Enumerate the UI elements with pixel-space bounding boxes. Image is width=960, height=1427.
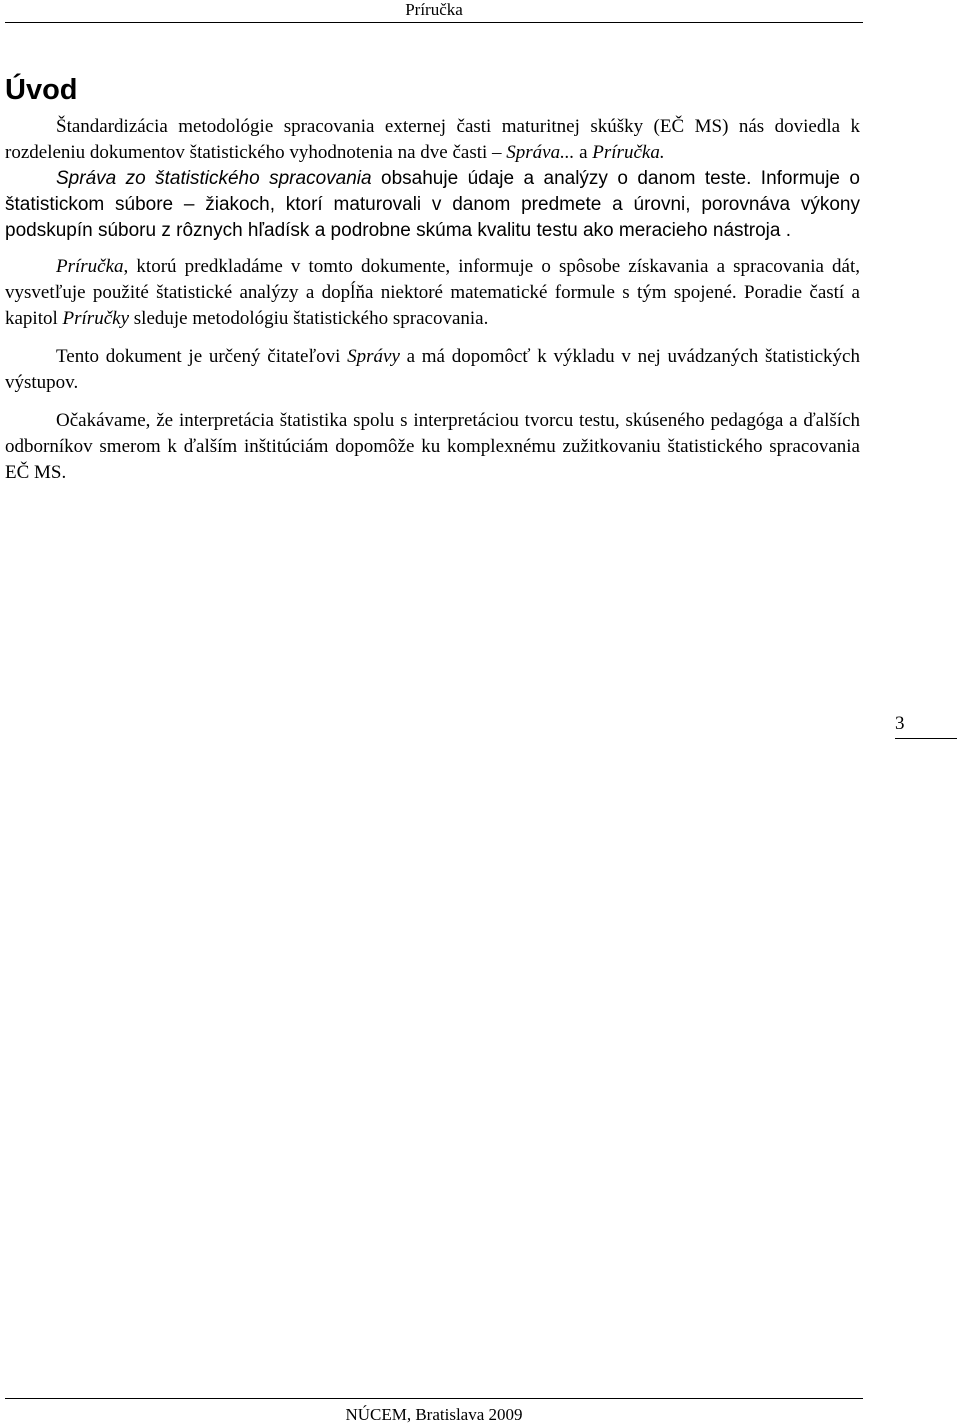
page-number: 3	[895, 710, 957, 739]
p3-text-1: , ktorú predkladáme v tomto dokumente, informuje o spôsobe získavania a spracovania dát, vysvetľuje použité štatistické analýzy a dopĺňa niektoré matematické formule s tým spojené. Poradie častí a kapitol	[5, 256, 860, 329]
page-footer	[5, 1398, 863, 1427]
header-title: Príručka	[405, 0, 463, 19]
p4-italic-spravy: Správy	[347, 346, 400, 367]
paragraph-sprava	[5, 166, 860, 244]
section-title: Úvod	[5, 74, 78, 106]
p2-text-1: obsahuje údaje a analýzy o danom teste. Informuje o štatistickom súbore – žiakoch, ktorí maturovali v danom predmete a úrovni, porovnáva výkony podskupín súboru z rôznych hľadísk a podrobne skúma kvalitu testu ako meracieho nástroja .	[5, 168, 860, 241]
p5-text-1: Očakávame, že interpretácia štatistika spolu s interpretáciou tvorcu testu, skúseného pedagóga a ďalších odborníkov smerom k ďalším inštitúciám dopomôže ku komplexnému zužitkovaniu štatistického spracovania EČ MS.	[5, 410, 860, 483]
paragraph-prirucka	[5, 254, 860, 332]
footer-text: NÚCEM, Bratislava 2009	[345, 1405, 523, 1424]
p4-text-1: Tento dokument je určený čitateľovi	[56, 346, 348, 367]
paragraph-ocakavame	[5, 408, 860, 486]
p3-text-2: sleduje metodológiu štatistického spracovania.	[129, 308, 489, 329]
p4-text-2: a má dopomôcť k výkladu v nej uvádzaných štatistických výstupov.	[5, 346, 860, 393]
p3-italic-prirucka: Príručka	[56, 256, 124, 277]
p1-italic-sprava: Správa...	[506, 142, 575, 163]
paragraph-dokument	[5, 344, 860, 396]
document-body	[5, 114, 860, 498]
paragraph-intro	[5, 114, 860, 166]
page-header	[5, 0, 863, 23]
p1-text-1: Štandardizácia metodológie spracovania externej časti maturitnej skúšky (EČ MS) nás doviedla k rozdeleniu dokumentov štatistického vyhodnotenia na dve časti –	[5, 116, 860, 163]
p1-italic-prirucka: Príručka.	[592, 142, 665, 163]
p1-text-2: a	[574, 142, 593, 163]
p3-italic-prirucky: Príručky	[62, 308, 130, 329]
p2-italic-sprava: Správa zo štatistického spracovania	[56, 168, 372, 189]
